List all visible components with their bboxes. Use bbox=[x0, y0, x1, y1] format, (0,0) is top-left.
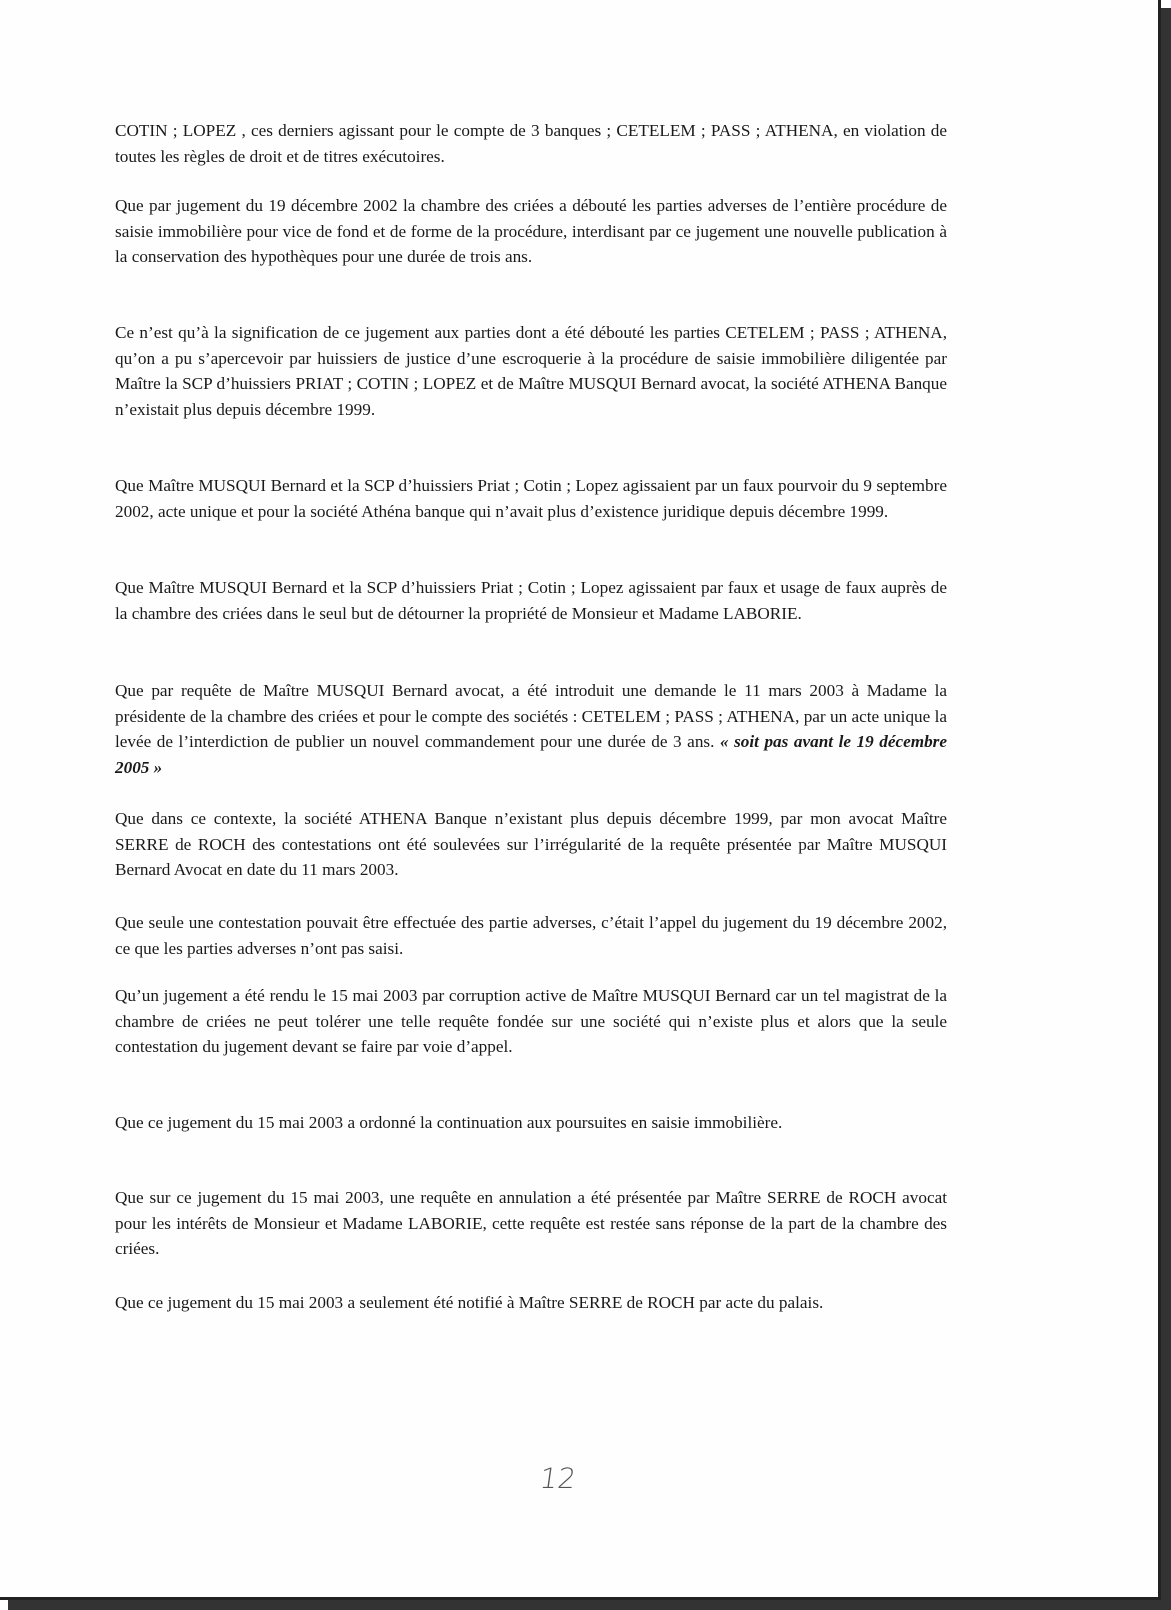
paragraph-10: Que ce jugement du 15 mai 2003 a ordonné la continuation aux poursuites en saisie immobilière. bbox=[115, 1113, 783, 1132]
paragraph-5: Que Maître MUSQUI Bernard et la SCP d’huissiers Priat ; Cotin ; Lopez agissaient par faux et usage de faux auprès de la chambre des criées dans le seul but de détourner la propriété de Monsieur et Madame LABORIE. bbox=[115, 578, 947, 623]
quote-text: « soit pas avant le 19 décembre 2005 » bbox=[115, 732, 948, 777]
paragraph-1: COTIN ; LOPEZ , ces derniers agissant pour le compte de 3 banques ; CETELEM ; PASS ; ATHENA, en violation de toutes les règles de droit et de titres exécutoires. bbox=[115, 121, 947, 166]
paragraph-4: Que Maître MUSQUI Bernard et la SCP d’huissiers Priat ; Cotin ; Lopez agissaient par un faux pourvoir du 9 septembre 2002, acte unique et pour la société Athéna banque qui n’avait plus d’existence juridique depuis décembre 1999. bbox=[115, 476, 947, 521]
paragraph-7: Que dans ce contexte, la société ATHENA Banque n’existant plus depuis décembre 1999, par mon avocat Maître SERRE de ROCH des contestations ont été soulevées sur l’irrégularité de la requête présentée par Maître MUSQUI Bernard Avocat en date du 11 mars 2003. bbox=[115, 809, 947, 879]
page-number: 12 bbox=[537, 1462, 578, 1495]
scan-edge-bottom bbox=[8, 1600, 1171, 1610]
paragraph-8: Que seule une contestation pouvait être effectuée des partie adverses, c’était l’appel du jugement du 19 décembre 2002, ce que les parties adverses n’ont pas saisi. bbox=[115, 913, 947, 958]
paragraph-12: Que ce jugement du 15 mai 2003 a seulement été notifié à Maître SERRE de ROCH par acte du palais. bbox=[115, 1293, 824, 1312]
paragraph-6-text: Que par requête de Maître MUSQUI Bernard avocat, a été introduit une demande le 11 mars 2003 à Madame la présidente de la chambre des criées et pour le compte des sociétés : CETELEM ; PASS ; ATHENA, par un acte unique la levée de l’interdiction de publier un nouvel commandement pour une durée de 3 ans. bbox=[115, 681, 947, 751]
paragraph-3: Ce n’est qu’à la signification de ce jugement aux parties dont a été débouté les parties CETELEM ; PASS ; ATHENA, qu’on a pu s’apercevoir par huissiers de justice d’une escroquerie à la procédure de saisie immobilière diligentée par Maître la SCP d’huissiers PRIAT ; COTIN ; LOPEZ et de Maître MUSQUI Bernard avocat, la société ATHENA Banque n’existait plus depuis décembre 1999. bbox=[115, 323, 947, 419]
paragraph-11: Que sur ce jugement du 15 mai 2003, une requête en annulation a été présentée par Maître SERRE de ROCH avocat pour les intérêts de Monsieur et Madame LABORIE, cette requête est restée sans réponse de la part de la chambre des criées. bbox=[115, 1188, 947, 1258]
scan-edge-right bbox=[1161, 8, 1171, 1610]
paragraph-2: Que par jugement du 19 décembre 2002 la chambre des criées a débouté les parties adverses de l’entière procédure de saisie immobilière pour vice de fond et de forme de la procédure, interdisant par ce jugement une nouvelle publication à la conservation des hypothèques pour une durée de trois ans. bbox=[115, 196, 947, 266]
paragraph-9: Qu’un jugement a été rendu le 15 mai 2003 par corruption active de Maître MUSQUI Bernard car un tel magistrat de la chambre de criées ne peut tolérer une telle requête fondée sur une société qui n’existe plus et alors que la seule contestation du jugement devant se faire par voie d’appel. bbox=[115, 986, 947, 1056]
paragraph-6 bbox=[115, 678, 947, 780]
